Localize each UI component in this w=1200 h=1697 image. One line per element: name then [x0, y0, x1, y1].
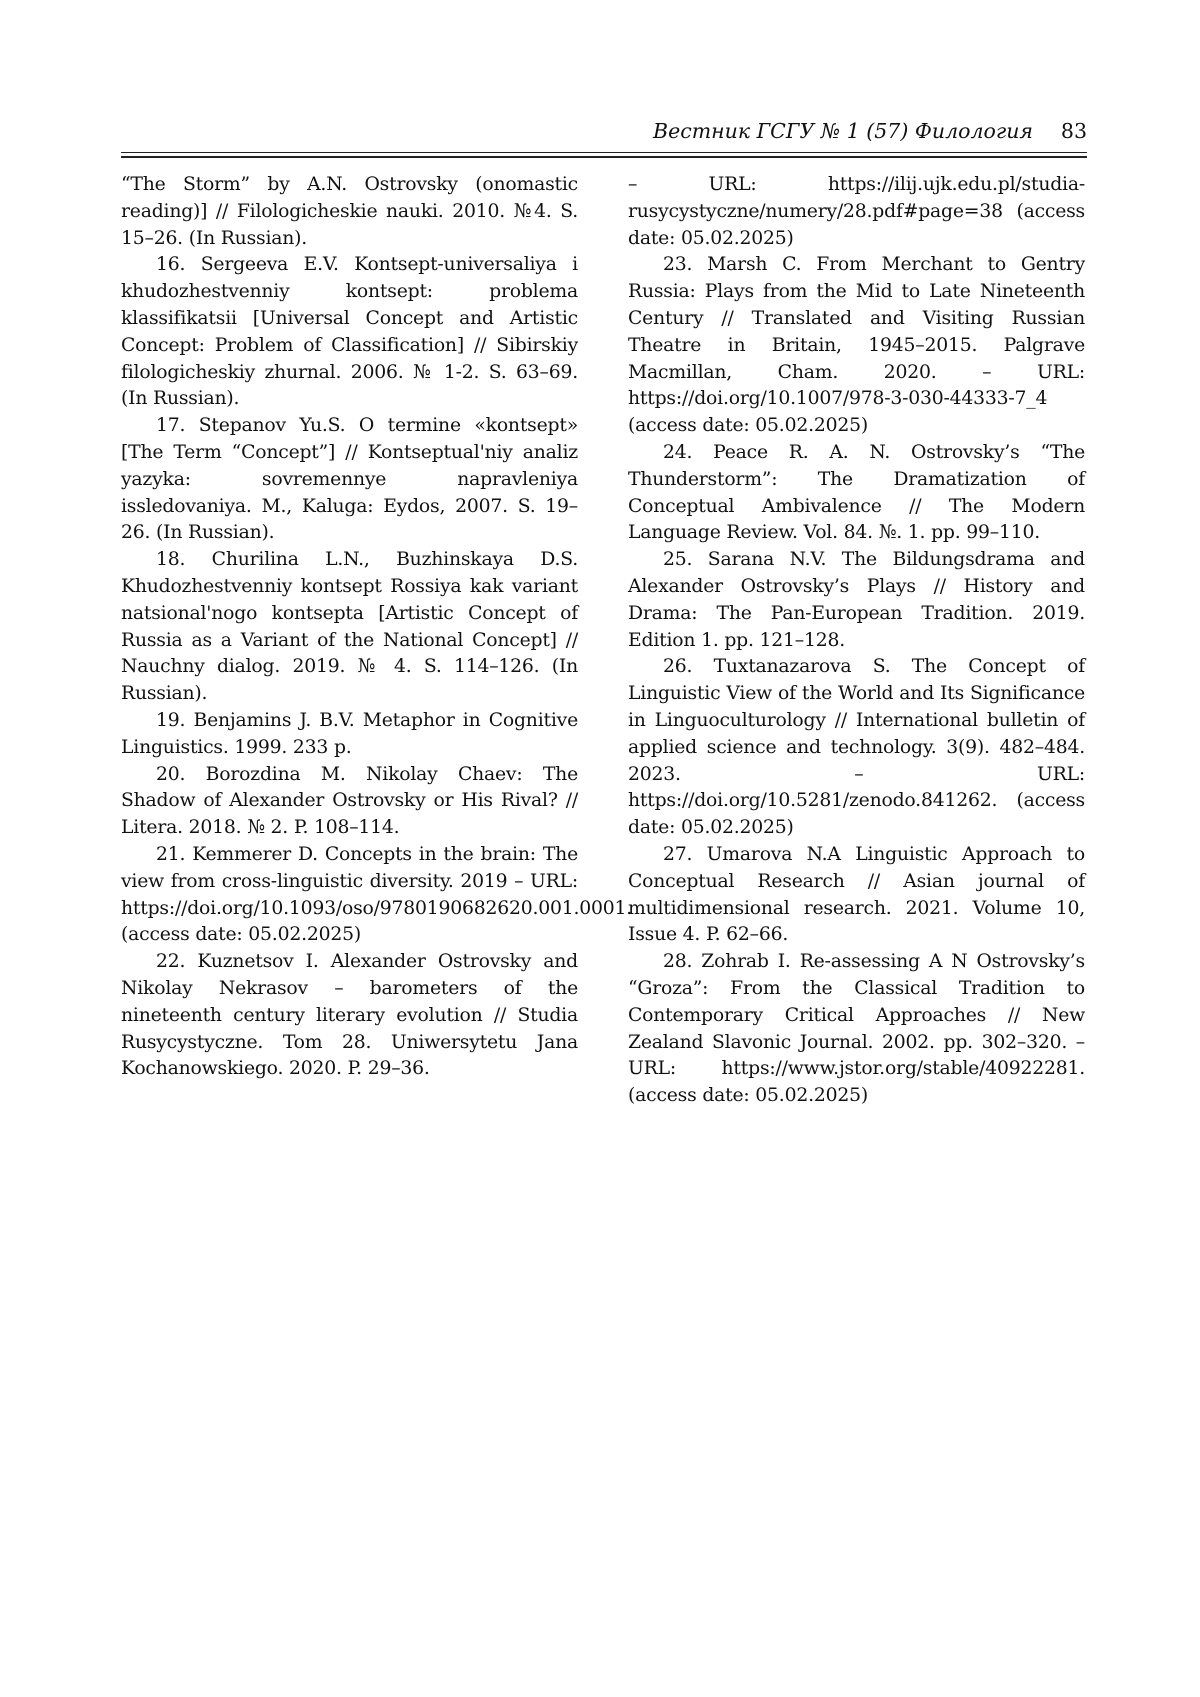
reference-25: 25. Sarana N.V. The Bildungsdrama and Alexander Ostrovsky’s Plays // History and Drama: The Pan-European Tradition. 2019. Edition 1. pp. 121–128. — [628, 549, 1085, 651]
reference-19: 19. Benjamins J. B.V. Metaphor in Cognitive Linguistics. 1999. 233 p. — [121, 709, 578, 758]
reference-22: 22. Kuznetsov I. Alexander Ostrovsky and Nikolay Nekrasov – barometers of the nineteenth century literary evolution // Studia Rusycystyczne. Tom 28. Uniwersytetu Jana Kochanowskiego. 2020. P. 29–36. — [121, 951, 578, 1080]
reference-20: 20. Borozdina M. Nikolay Chaev: The Shadow of Alexander Ostrovsky or His Rival? // Litera. 2018. № 2. P. 108–114. — [121, 763, 578, 839]
reference-15-continued: “The Storm” by A.N. Ostrovsky (onomastic reading)] // Filologicheskie nauki. 2010. №4. S. 15–26. (In Russian). — [121, 174, 578, 249]
reference-23: 23. Marsh C. From Merchant to Gentry Russia: Plays from the Mid to Late Nineteenth Century // Translated and Visiting Russian Theatre in Britain, 1945–2015. Palgrave Macmillan, Cham. 2020. – URL: https://doi.org/10.1007/978-3-030-44333-7_4 (access date: 05.02.2025) — [628, 254, 1085, 437]
page-number: 83 — [1060, 119, 1087, 143]
reference-17: 17. Stepanov Yu.S. O termine «kontsept» [The Term “Concept”] // Kontseptual'niy analiz yazyka: sovremennye napravleniya issledovaniya. M., Kaluga: Eydos, 2007. S. 19–26. (In Russian). — [121, 415, 578, 544]
header-rule-thick — [121, 156, 1087, 158]
header-rule-thin — [121, 152, 1087, 153]
reference-16: 16. Sergeeva E.V. Kontsept-universaliya i khudozhestvenniy kontsept: problema klassifikatsii [Universal Concept and Artistic Concept: Problem of Classification] // Sibirskiy filologicheskiy zhurnal. 2006. № 1-2. S. 63–69. (In Russian). — [121, 254, 578, 410]
reference-24: 24. Peace R. A. N. Ostrovsky’s “The Thunderstorm”: The Dramatization of Conceptual Ambivalence // The Modern Language Review. Vol. 84. №. 1. pp. 99–110. — [628, 441, 1085, 544]
references-right-column — [628, 172, 1085, 1110]
reference-27: 27. Umarova N.A Linguistic Approach to Conceptual Research // Asian journal of multidimensional research. 2021. Volume 10, Issue 4. P. 62–66. — [628, 843, 1085, 946]
reference-26: 26. Tuxtanazarova S. The Concept of Linguistic View of the World and Its Significance in Linguoculturology // International bulletin of applied science and technology. 3(9). 482–484. 2023. – URL: https://doi.org/10.5281/zenodo.841262. (access date: 05.02.2025) — [628, 656, 1085, 839]
running-header — [121, 118, 1087, 148]
reference-22-continued: – URL: https://ilij.ujk.edu.pl/studia-rusycystyczne/numery/28.pdf#page=38 (access date: 05.02.2025) — [628, 174, 1085, 249]
references-left-column — [121, 172, 633, 1083]
reference-18: 18. Churilina L.N., Buzhinskaya D.S. Khudozhestvenniy kontsept Rossiya kak variant natsional'nogo kontsepta [Artistic Concept of Russia as a Variant of the National Concept] // Nauchny dialog. 2019. № 4. S. 114–126. (In Russian). — [121, 549, 578, 705]
reference-21: 21. Kemmerer D. Concepts in the brain: The view from cross-linguistic diversity. 2019 – URL: https://doi.org/10.1093/oso/9780190682620.001.0001. (access date: 05.02.2025) — [121, 843, 633, 946]
journal-title: Вестник ГСГУ № 1 (57) Филология — [653, 119, 1033, 143]
reference-28: 28. Zohrab I. Re-assessing A N Ostrovsky’s “Groza”: From the Classical Tradition to Contemporary Critical Approaches // New Zealand Slavonic Journal. 2002. pp. 302–320. – URL: https://www.jstor.org/stable/40922281. (access date: 05.02.2025) — [628, 951, 1085, 1107]
